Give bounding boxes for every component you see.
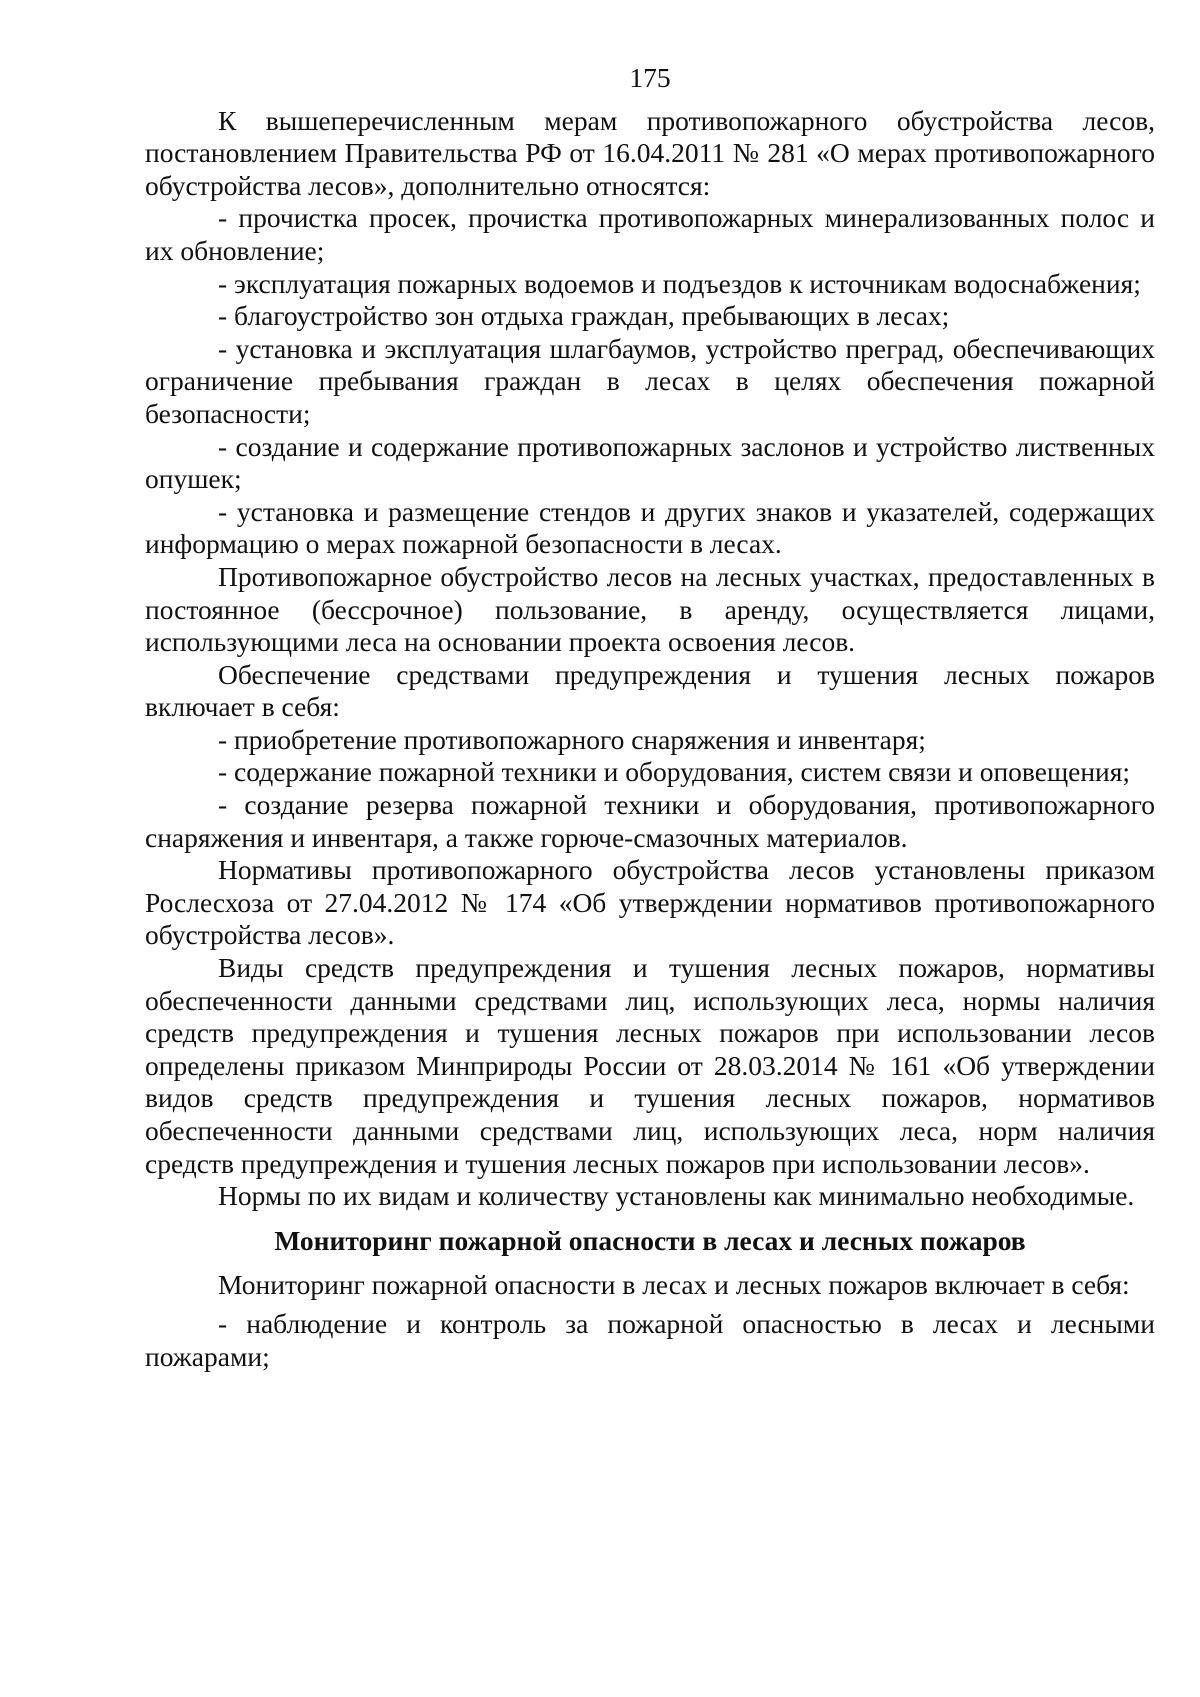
list-item-machinery-maintenance: - содержание пожарной техники и оборудования, систем связи и оповещения; — [218, 756, 1131, 788]
paragraph-norms-order: Нормативы противопожарного обустройства лесов установлены приказом Рослесхоза от 27.04.2012 № 174 «Об утверждении нормативов противопожарного обустройства лесов». — [145, 854, 1155, 951]
list-item-clearing: - прочистка просек, прочистка противопожарных минерализованных полос и их обновление; — [145, 202, 1155, 266]
paragraph-intro: К вышеперечисленным мерам противопожарного обустройства лесов, постановлением Правительства РФ от 16.04.2011 № 281 «О мерах противопожарного обустройства лесов», дополнительно относятся: — [145, 104, 1155, 201]
list-item-signs: - установка и размещение стендов и других знаков и указателей, содержащих информацию о мерах пожарной безопасности в лесах. — [145, 495, 1155, 560]
document-page — [145, 62, 1155, 1373]
section-heading: Мониторинг пожарной опасности в лесах и лесных пожаров — [274, 1224, 1026, 1256]
list-item-barriers: - установка и эксплуатация шлагбаумов, устройство преград, обеспечивающих ограничение пребывания граждан в лесах в целях обеспечения пожарной безопасности; — [145, 332, 1155, 429]
list-item-recreation-zones: - благоустройство зон отдыха граждан, пребывающих в лесах; — [218, 300, 950, 332]
list-item-firebreaks: - создание и содержание противопожарных заслонов и устройство лиственных опушек; — [145, 430, 1155, 495]
list-item-reserve: - создание резерва пожарной техники и оборудования, противопожарного снаряжения и инвентаря, а также горюче-смазочных материалов. — [145, 789, 1155, 853]
paragraph-minimum-norms: Нормы по их видам и количеству установлены как минимально необходимые. — [218, 1180, 1135, 1212]
paragraph-means-provision: Обеспечение средствами предупреждения и тушения лесных пожаров включает в себя: — [145, 658, 1155, 723]
list-item-equipment-purchase: - приобретение противопожарного снаряжения и инвентаря; — [218, 723, 926, 755]
list-item-observation: - наблюдение и контроль за пожарной опасностью в лесах и лесными пожарами; — [145, 1307, 1155, 1372]
page-number: 175 — [629, 62, 671, 93]
paragraph-monitoring-intro: Мониторинг пожарной опасности в лесах и лесных пожаров включает в себя: — [218, 1269, 1130, 1301]
list-item-reservoirs: - эксплуатация пожарных водоемов и подъездов к источникам водоснабжения; — [218, 267, 1141, 299]
paragraph-means-types: Виды средств предупреждения и тушения лесных пожаров, нормативы обеспеченности данными средствами лиц, использующих леса, нормы наличия средств предупреждения и тушения лесных пожаров при использовании лесов определены приказом Минприроды России от 28.03.2014 № 161 «Об утверждении видов средств предупреждения и тушения лесных пожаров, нормативов обеспеченности данными средствами лиц, использующих леса, норм наличия средств предупреждения и тушения лесных пожаров при использовании лесов». — [145, 952, 1155, 1179]
paragraph-leased-plots: Противопожарное обустройство лесов на лесных участках, предоставленных в постоянное (бессрочное) пользование, в аренду, осуществляется лицами, использующими леса на основании проекта освоения лесов. — [145, 560, 1155, 658]
